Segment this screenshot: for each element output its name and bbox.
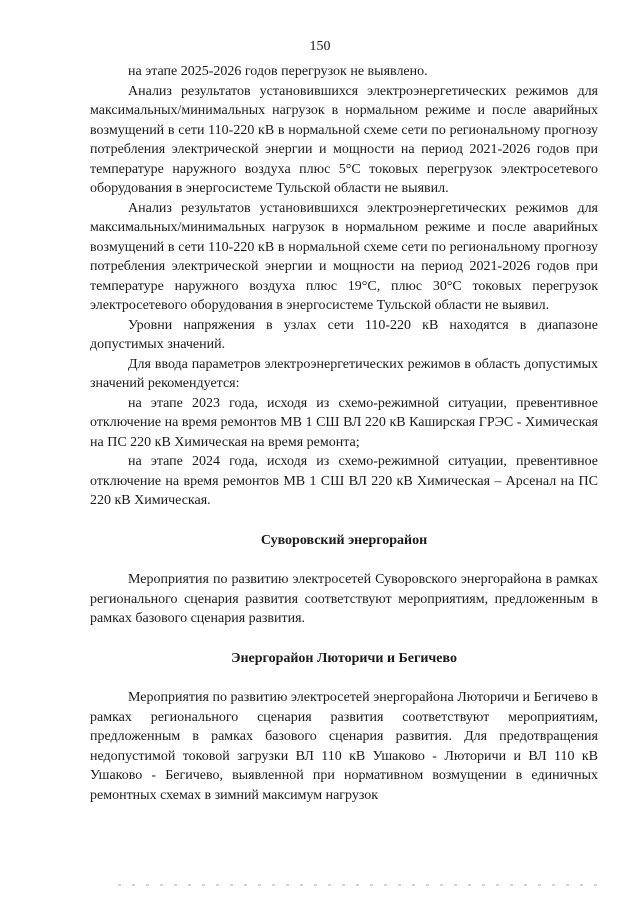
paragraph-voltage-levels: Уровни напряжения в узлах сети 110-220 кВ находятся в диапазоне допустимых значений. [90, 317, 598, 352]
section-heading-suvorov: Суворовский энергорайон [260, 532, 428, 548]
scan-artifact-line [118, 884, 598, 886]
paragraph-analysis-plus-5: Анализ результатов установившихся электроэнергетических режимов для максимальных/минимальных нагрузок в нормальном режиме и после аварийных возмущений в сети 110-220 кВ в нормальной схеме сети по региональному прогнозу потребления электрической энергии и мощности на период 2021-2026 годов при температуре наружного воздуха плюс 5°С токовых перегрузок электросетевого оборудования в энергосистеме Тульской области не выявил. [90, 83, 598, 196]
paragraph-stage-2024: на этапе 2024 года, исходя из схемо-режимной ситуации, превентивное отключение на время ремонтов МВ 1 СШ ВЛ 220 кВ Химическая – Арсенал на ПС 220 кВ Химическая. [90, 454, 598, 508]
document-body [90, 62, 598, 805]
paragraph-stage-2025-2026: на этапе 2025-2026 годов перегрузок не выявлено. [128, 64, 428, 79]
paragraph-lyutorichi-measures: Мероприятия по развитию электросетей энергорайона Люторичи и Бегичево в рамках регионального сценария развития соответствуют мероприятиям, предложенным в рамках базового сценария развития. Для предотвращения недопустимой токовой загрузки ВЛ 110 кВ Ушаково - Люторичи и ВЛ 110 кВ Ушаково - Бегичево, выявленной при нормативном возмущении в единичных ремонтных схемах в зимний максимум нагрузок [90, 690, 598, 803]
paragraph-recommendations: Для ввода параметров электроэнергетических режимов в область допустимых значений рекомендуется: [90, 356, 598, 391]
page-number: 150 [309, 39, 331, 54]
paragraph-stage-2023: на этапе 2023 года, исходя из схемо-режимной ситуации, превентивное отключение на время ремонтов МВ 1 СШ ВЛ 220 кВ Каширская ГРЭС - Химическая на ПС 220 кВ Химическая на время ремонта; [90, 395, 598, 450]
paragraph-analysis-plus-19-30: Анализ результатов установившихся электроэнергетических режимов для максимальных/минимальных нагрузок в нормальном режиме и после аварийных возмущений в сети 110-220 кВ в нормальной схеме сети по региональному прогнозу потребления электрической энергии и мощности на период 2021-2026 годов при температуре наружного воздуха плюс 19°С, плюс 30°С токовых перегрузок электросетевого оборудования в энергосистеме Тульской области не выявил. [90, 200, 598, 313]
paragraph-suvorov-measures: Мероприятия по развитию электросетей Суворовского энергорайона в рамках регионального сценария развития соответствуют мероприятиям, предложенным в рамках базового сценария развития. [90, 572, 598, 626]
section-heading-lyutorichi: Энергорайон Люторичи и Бегичево [231, 650, 457, 666]
